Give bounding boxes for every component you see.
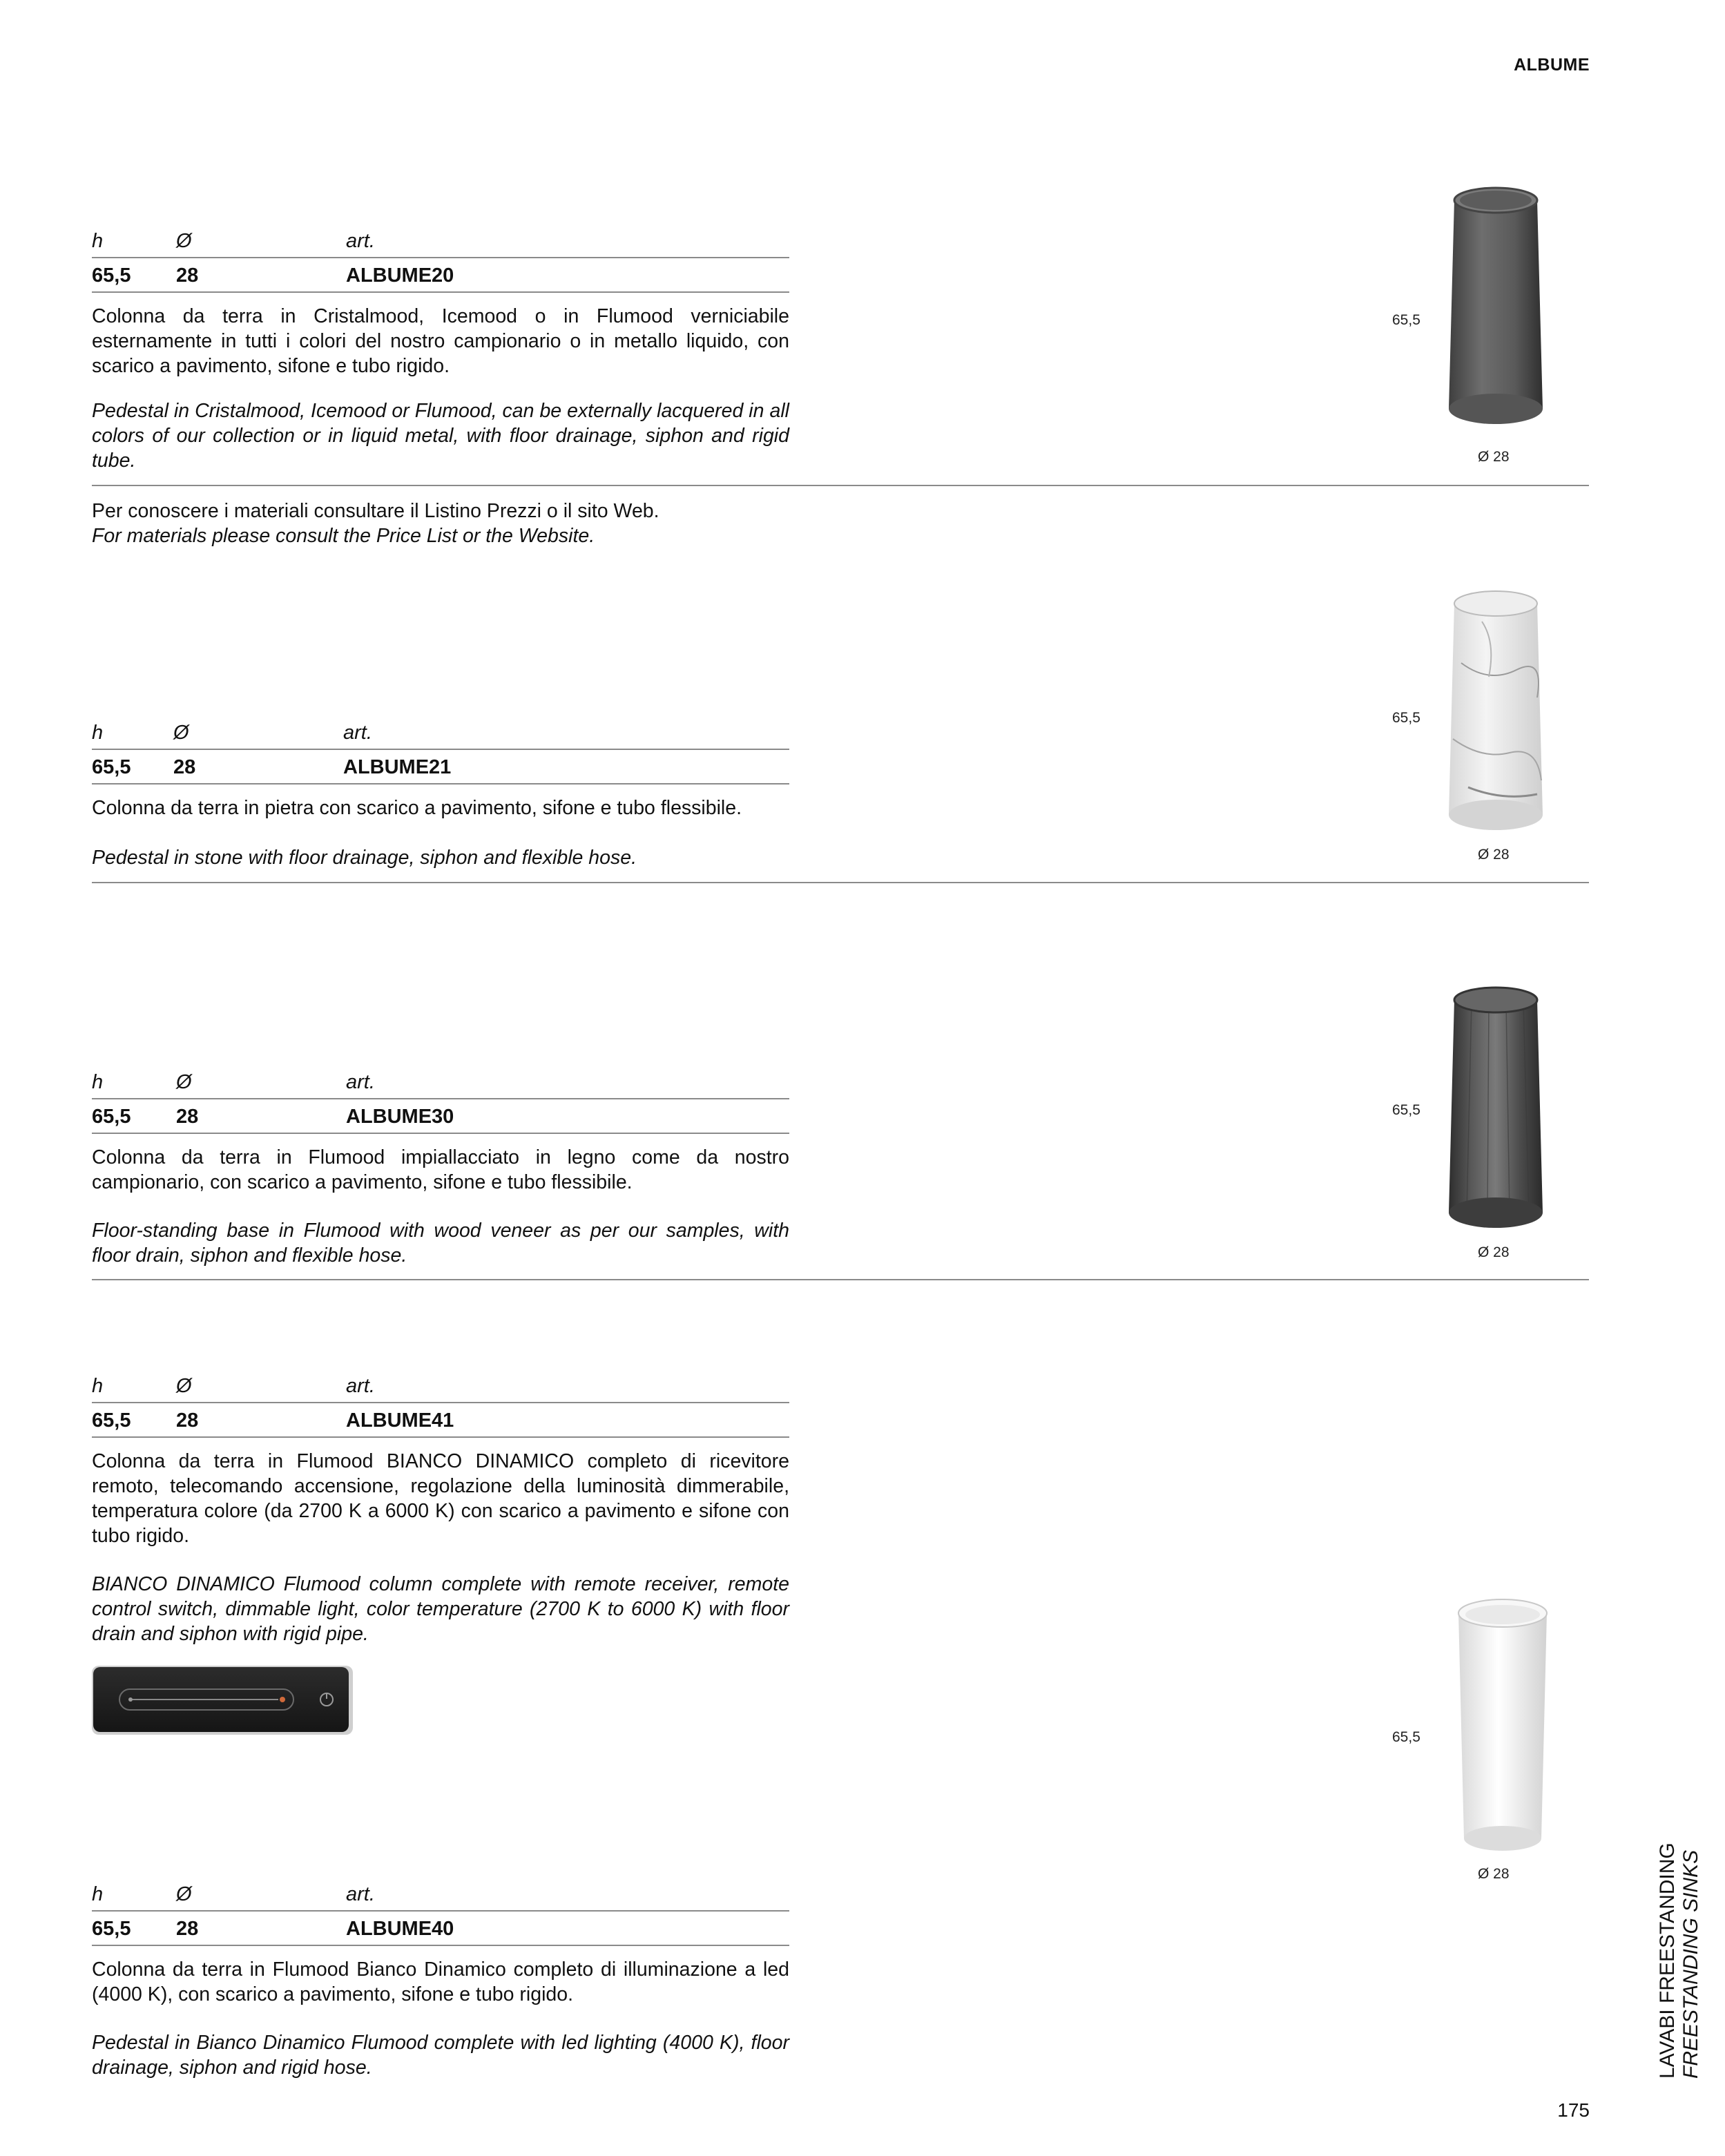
article-code: ALBUME41 xyxy=(346,1409,454,1432)
section-divider xyxy=(92,1279,1589,1280)
spec-value-row xyxy=(92,1403,789,1438)
product-image-albume40 xyxy=(1447,1590,1558,1859)
product-image-albume21 xyxy=(1440,580,1551,843)
col-art-label: art. xyxy=(346,1883,375,1905)
materials-note-en: For materials please consult the Price List or the Website. xyxy=(92,525,595,547)
dimension-diameter-label: Ø 28 xyxy=(1478,449,1510,465)
col-diameter-label: Ø xyxy=(176,1375,192,1397)
spec-header-row xyxy=(92,1878,789,1912)
height-value: 65,5 xyxy=(92,1409,131,1432)
spec-table-albume30 xyxy=(92,1066,789,1134)
diameter-value: 28 xyxy=(176,264,199,287)
spec-header-row xyxy=(92,225,789,258)
col-h-label: h xyxy=(92,722,104,744)
height-value: 65,5 xyxy=(92,1106,131,1128)
col-h-label: h xyxy=(92,1375,104,1397)
article-code: ALBUME40 xyxy=(346,1918,454,1940)
diameter-value: 28 xyxy=(176,1918,199,1940)
height-value: 65,5 xyxy=(92,756,131,778)
article-code: ALBUME20 xyxy=(346,264,454,287)
col-art-label: art. xyxy=(346,230,375,252)
col-h-label: h xyxy=(92,1071,104,1093)
col-diameter-label: Ø xyxy=(176,1883,192,1905)
spec-value-row xyxy=(92,258,789,293)
description-en: BIANCO DINAMICO Flumood column complete with remote receiver, remote control switch, dimmable light, color temperature (2700 K to 6000 K) with floor drain and siphon with rigid pipe. xyxy=(92,1573,789,1645)
col-art-label: art. xyxy=(346,1071,375,1093)
dimension-diameter-label: Ø 28 xyxy=(1478,1244,1510,1260)
dimension-height-label: 65,5 xyxy=(1392,1102,1420,1118)
spec-header-row xyxy=(92,1370,789,1403)
description-en: Pedestal in Cristalmood, Icemood or Flumood, can be externally lacquered in all colors of our collection or in liquid metal, with floor drainage, siphon and rigid tube. xyxy=(92,400,789,472)
col-h-label: h xyxy=(92,230,104,252)
col-h-label: h xyxy=(92,1883,104,1905)
spec-value-row xyxy=(92,750,789,785)
description-it: Colonna da terra in pietra con scarico a pavimento, sifone e tubo flessibile. xyxy=(92,797,742,819)
header-title: ALBUME xyxy=(1514,55,1590,75)
materials-note-it: Per conoscere i materiali consultare il Listino Prezzi o il sito Web. xyxy=(92,500,659,522)
col-diameter-label: Ø xyxy=(176,1071,192,1093)
dimension-height-label: 65,5 xyxy=(1392,710,1420,726)
col-diameter-label: Ø xyxy=(173,722,189,744)
spec-header-row xyxy=(92,1066,789,1099)
description-it: Colonna da terra in Flumood Bianco Dinamico completo di illuminazione a led (4000 K), con scarico a pavimento, sifone e tubo rigido. xyxy=(92,1958,789,2005)
height-value: 65,5 xyxy=(92,264,131,287)
description-en: Floor-standing base in Flumood with wood veneer as per our samples, with floor drain, siphon and flexible hose. xyxy=(92,1220,789,1267)
dimension-diameter-label: Ø 28 xyxy=(1478,1866,1510,1882)
spec-value-row xyxy=(92,1099,789,1134)
description-it: Colonna da terra in Flumood impiallacciato in legno come da nostro campionario, con scarico a pavimento, sifone e tubo flessibile. xyxy=(92,1146,789,1193)
product-image-albume30 xyxy=(1440,981,1551,1243)
side-label-it: LAVABI FREESTANDING xyxy=(1656,1842,1679,2079)
diameter-value: 28 xyxy=(176,1409,199,1432)
description-en: Pedestal in stone with floor drainage, siphon and flexible hose. xyxy=(92,847,637,869)
spec-table-albume20 xyxy=(92,225,789,293)
description-it: Colonna da terra in Cristalmood, Icemood o in Flumood verniciabile esternamente in tutti i colori del nostro campionario o in metallo liquido, con scarico a pavimento, sifone e tubo rigido. xyxy=(92,305,789,377)
dimension-diameter-label: Ø 28 xyxy=(1478,847,1510,863)
col-art-label: art. xyxy=(343,722,372,744)
spec-header-row xyxy=(92,717,789,750)
product-image-albume20 xyxy=(1440,181,1551,443)
spec-table-albume40 xyxy=(92,1878,789,1946)
page-number: 175 xyxy=(1557,2099,1590,2121)
spec-table-albume41 xyxy=(92,1370,789,1438)
article-code: ALBUME30 xyxy=(346,1106,454,1128)
description-it: Colonna da terra in Flumood BIANCO DINAMICO completo di ricevitore remoto, telecomando accensione, regolazione della luminosità dimmerabile, temperatura colore (da 2700 K a 6000 K) con scarico a pavimento e sifone con tubo rigido. xyxy=(92,1450,789,1547)
section-divider xyxy=(92,485,1589,486)
article-code: ALBUME21 xyxy=(343,756,452,778)
spec-value-row xyxy=(92,1912,789,1946)
col-art-label: art. xyxy=(346,1375,375,1397)
dimension-height-label: 65,5 xyxy=(1392,312,1420,328)
section-divider xyxy=(92,882,1589,883)
dimension-height-label: 65,5 xyxy=(1392,1729,1420,1745)
spec-table-albume21 xyxy=(92,717,789,785)
remote-control-image xyxy=(92,1666,353,1735)
col-diameter-label: Ø xyxy=(176,230,192,252)
diameter-value: 28 xyxy=(176,1106,199,1128)
height-value: 65,5 xyxy=(92,1918,131,1940)
description-en: Pedestal in Bianco Dinamico Flumood complete with led lighting (4000 K), floor drainage, siphon and rigid hose. xyxy=(92,2032,789,2079)
side-section-label xyxy=(1656,1842,1703,2079)
side-label-en: FREESTANDING SINKS xyxy=(1679,1849,1702,2079)
diameter-value: 28 xyxy=(173,756,196,778)
